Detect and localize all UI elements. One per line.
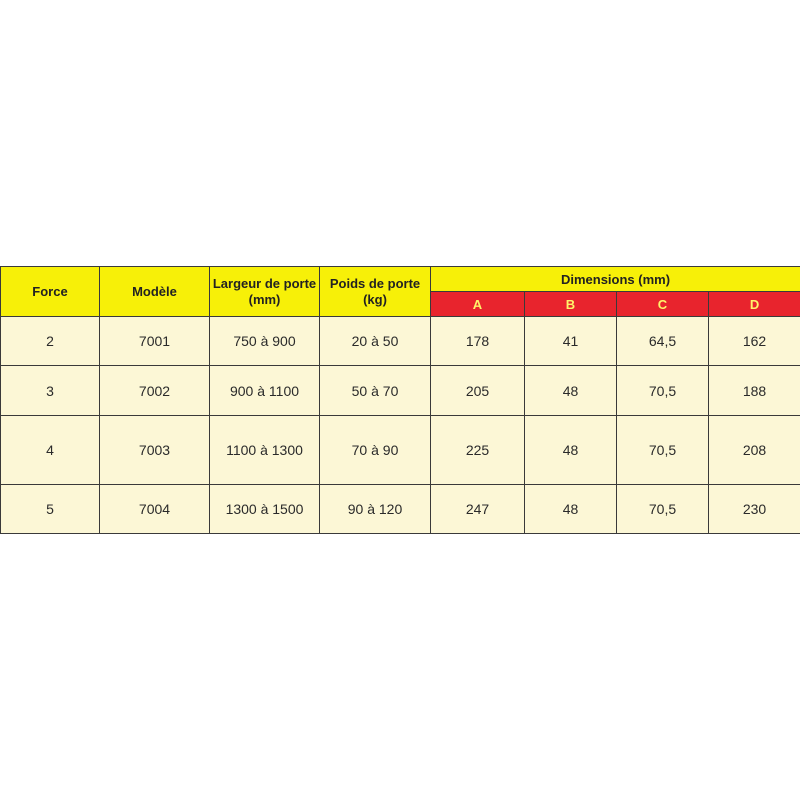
cell-force: 3 <box>1 366 100 415</box>
cell-dim-b: 41 <box>525 317 617 366</box>
cell-modele: 7004 <box>100 484 210 533</box>
cell-dim-c: 70,5 <box>617 484 709 533</box>
cell-modele: 7003 <box>100 415 210 484</box>
cell-dim-b: 48 <box>525 415 617 484</box>
cell-force: 2 <box>1 317 100 366</box>
table-row <box>1 317 800 366</box>
cell-force: 4 <box>1 415 100 484</box>
cell-dim-a: 247 <box>431 484 525 533</box>
cell-dim-a: 178 <box>431 317 525 366</box>
cell-modele: 7001 <box>100 317 210 366</box>
cell-dim-c: 70,5 <box>617 415 709 484</box>
cell-largeur: 750 à 900 <box>210 317 320 366</box>
header-dimensions: Dimensions (mm) <box>431 267 800 292</box>
header-largeur-line1: Largeur de porte <box>212 275 317 291</box>
cell-dim-d: 230 <box>709 484 800 533</box>
cell-dim-d: 188 <box>709 366 800 415</box>
cell-dim-c: 64,5 <box>617 317 709 366</box>
table-row <box>1 415 800 484</box>
header-largeur <box>210 267 320 317</box>
cell-dim-a: 225 <box>431 415 525 484</box>
header-modele: Modèle <box>100 267 210 317</box>
cell-poids: 90 à 120 <box>320 484 431 533</box>
header-largeur-line2: (mm) <box>248 291 281 307</box>
cell-largeur: 1300 à 1500 <box>210 484 320 533</box>
cell-poids: 70 à 90 <box>320 415 431 484</box>
cell-dim-b: 48 <box>525 484 617 533</box>
cell-poids: 50 à 70 <box>320 366 431 415</box>
header-dim-d: D <box>709 292 800 317</box>
spec-table <box>0 266 800 534</box>
header-dim-b: B <box>525 292 617 317</box>
table-row <box>1 484 800 533</box>
header-poids-line1: Poids de porte <box>329 275 421 291</box>
header-dim-a: A <box>431 292 525 317</box>
header-poids-line2: (kg) <box>363 291 387 307</box>
spec-table-container <box>0 266 800 534</box>
header-poids <box>320 267 431 317</box>
cell-modele: 7002 <box>100 366 210 415</box>
cell-largeur: 1100 à 1300 <box>210 415 320 484</box>
header-dim-c: C <box>617 292 709 317</box>
cell-dim-a: 205 <box>431 366 525 415</box>
cell-dim-b: 48 <box>525 366 617 415</box>
cell-force: 5 <box>1 484 100 533</box>
cell-largeur: 900 à 1100 <box>210 366 320 415</box>
cell-dim-c: 70,5 <box>617 366 709 415</box>
cell-dim-d: 162 <box>709 317 800 366</box>
cell-dim-d: 208 <box>709 415 800 484</box>
table-row <box>1 366 800 415</box>
header-force: Force <box>1 267 100 317</box>
cell-poids: 20 à 50 <box>320 317 431 366</box>
